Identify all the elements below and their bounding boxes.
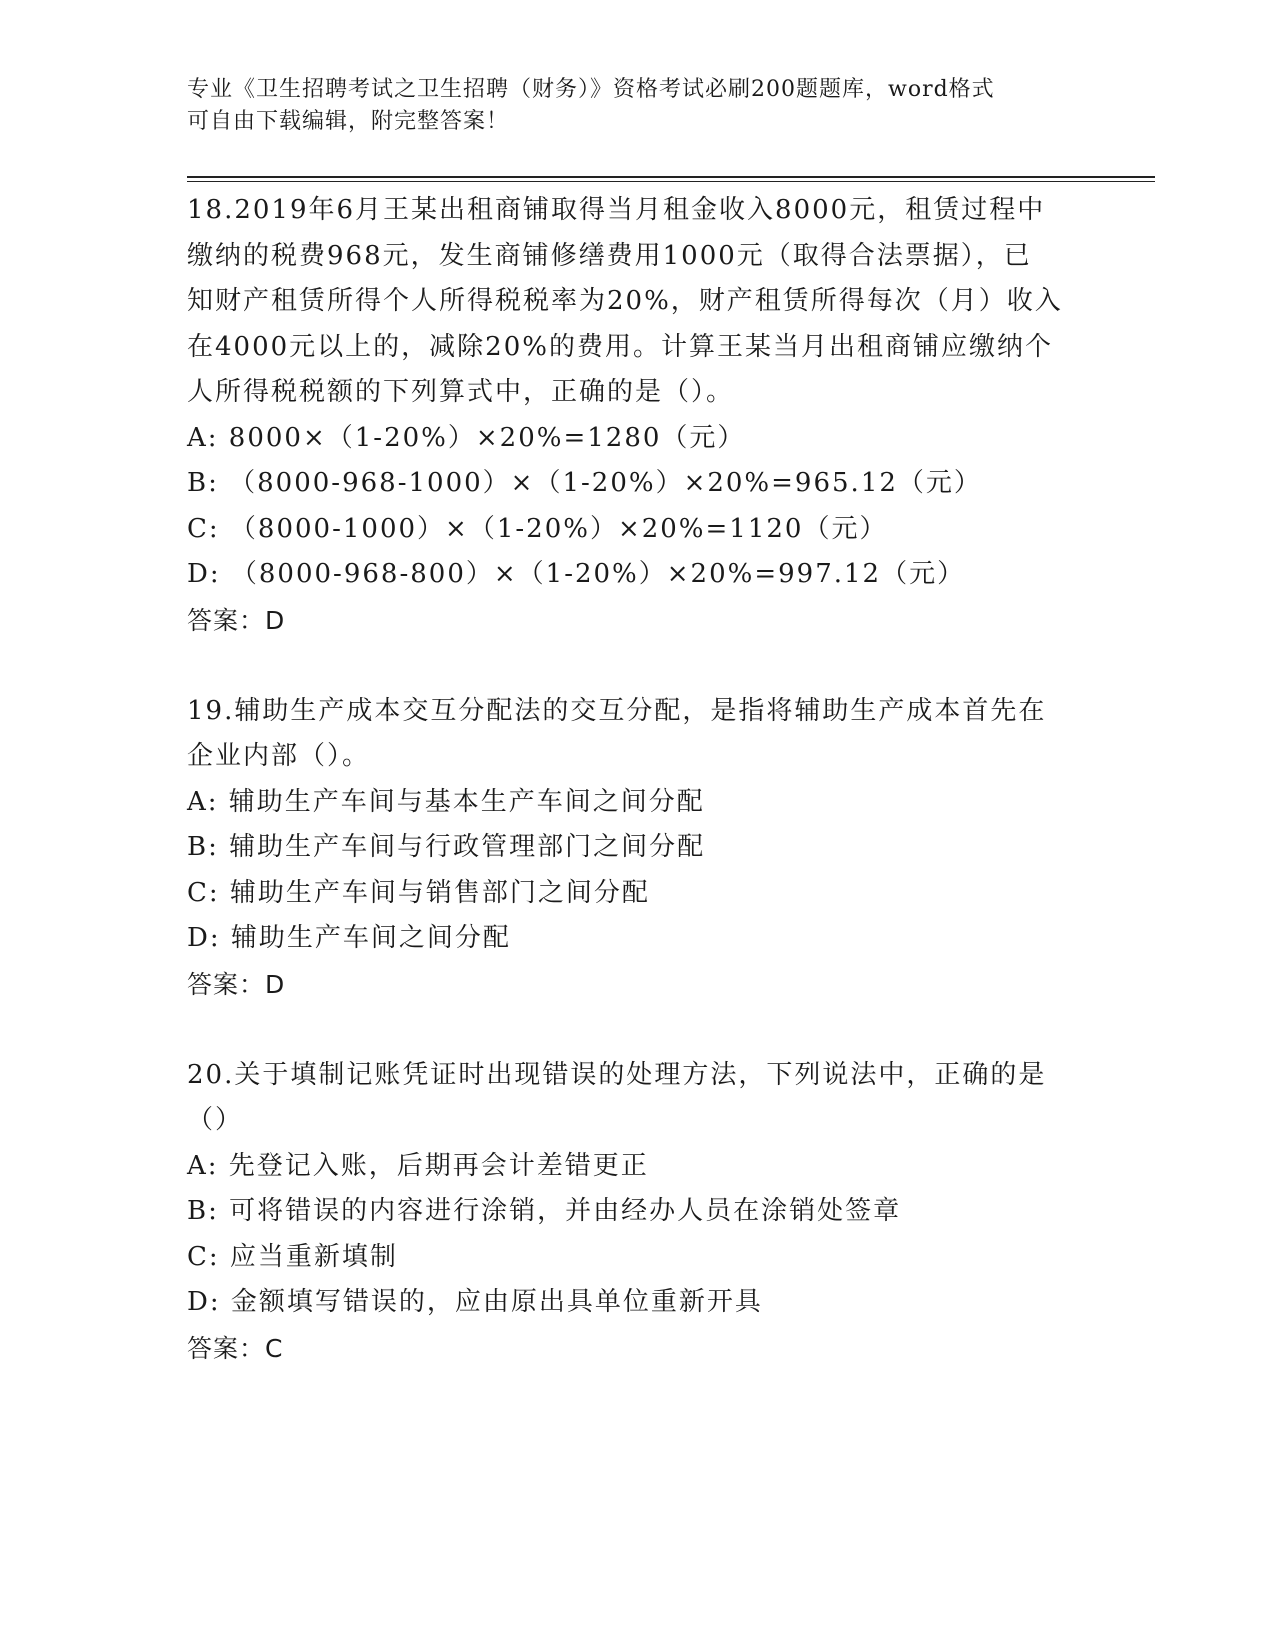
header-rule-thin bbox=[187, 181, 1155, 182]
question-text-line: （） bbox=[187, 1105, 244, 1135]
option-b: B: 辅助生产车间与行政管理部门之间分配 bbox=[187, 832, 706, 862]
question-spacer bbox=[187, 643, 1087, 689]
header-line-1: 专业《卫生招聘考试之卫生招聘（财务）》资格考试必刷200题题库，word格式 bbox=[187, 77, 995, 102]
option-a: A: 先登记入账，后期再会计差错更正 bbox=[187, 1150, 649, 1181]
answer-label: 答案：D bbox=[187, 605, 286, 635]
question-text-line: 知财产租赁所得个人所得税税率为20%，财产租赁所得每次（月）收入 bbox=[187, 286, 1063, 316]
question-20 bbox=[187, 1053, 1087, 1372]
option-d: D: （8000-968-800）×（1-20%）×20%=997.12（元） bbox=[187, 559, 966, 589]
question-text-line: 18.2019年6月王某出租商铺取得当月租金收入8000元，租赁过程中 bbox=[187, 195, 1046, 225]
question-text-line: 人所得税税额的下列算式中，正确的是（）。 bbox=[187, 377, 735, 407]
question-text-line: 企业内部（）。 bbox=[187, 741, 371, 771]
question-text-line: 缴纳的税费968元，发生商铺修缮费用1000元（取得合法票据），已 bbox=[187, 240, 1032, 271]
question-list bbox=[187, 188, 1087, 1371]
header-line-2: 可自由下载编辑，附完整答案！ bbox=[187, 109, 510, 134]
answer-label: 答案：D bbox=[187, 969, 286, 999]
option-c: C: 应当重新填制 bbox=[187, 1241, 398, 1272]
option-b: B: （8000-968-1000）×（1-20%）×20%=965.12（元） bbox=[187, 468, 982, 498]
answer-label: 答案：C bbox=[187, 1333, 284, 1363]
option-a: A: 8000×（1-20%）×20%=1280（元） bbox=[187, 422, 746, 453]
question-text-line: 在4000元以上的，减除20%的费用。计算王某当月出租商铺应缴纳个 bbox=[187, 331, 1053, 362]
option-d: D: 金额填写错误的，应由原出具单位重新开具 bbox=[187, 1287, 763, 1317]
option-c: C: （8000-1000）×（1-20%）×20%=1120（元） bbox=[187, 513, 888, 544]
header-rule-thick bbox=[187, 176, 1155, 178]
question-19 bbox=[187, 689, 1087, 1008]
question-text-line: 19.辅助生产成本交互分配法的交互分配，是指将辅助生产成本首先在 bbox=[187, 695, 1047, 726]
option-a: A: 辅助生产车间与基本生产车间之间分配 bbox=[187, 786, 705, 817]
option-c: C: 辅助生产车间与销售部门之间分配 bbox=[187, 877, 650, 908]
question-text-line: 20.关于填制记账凭证时出现错误的处理方法，下列说法中，正确的是 bbox=[187, 1059, 1047, 1090]
question-spacer bbox=[187, 1007, 1087, 1053]
option-b: B: 可将错误的内容进行涂销，并由经办人员在涂销处签章 bbox=[187, 1196, 902, 1226]
option-d: D: 辅助生产车间之间分配 bbox=[187, 923, 511, 953]
document-header bbox=[187, 74, 1067, 138]
question-18 bbox=[187, 188, 1087, 643]
